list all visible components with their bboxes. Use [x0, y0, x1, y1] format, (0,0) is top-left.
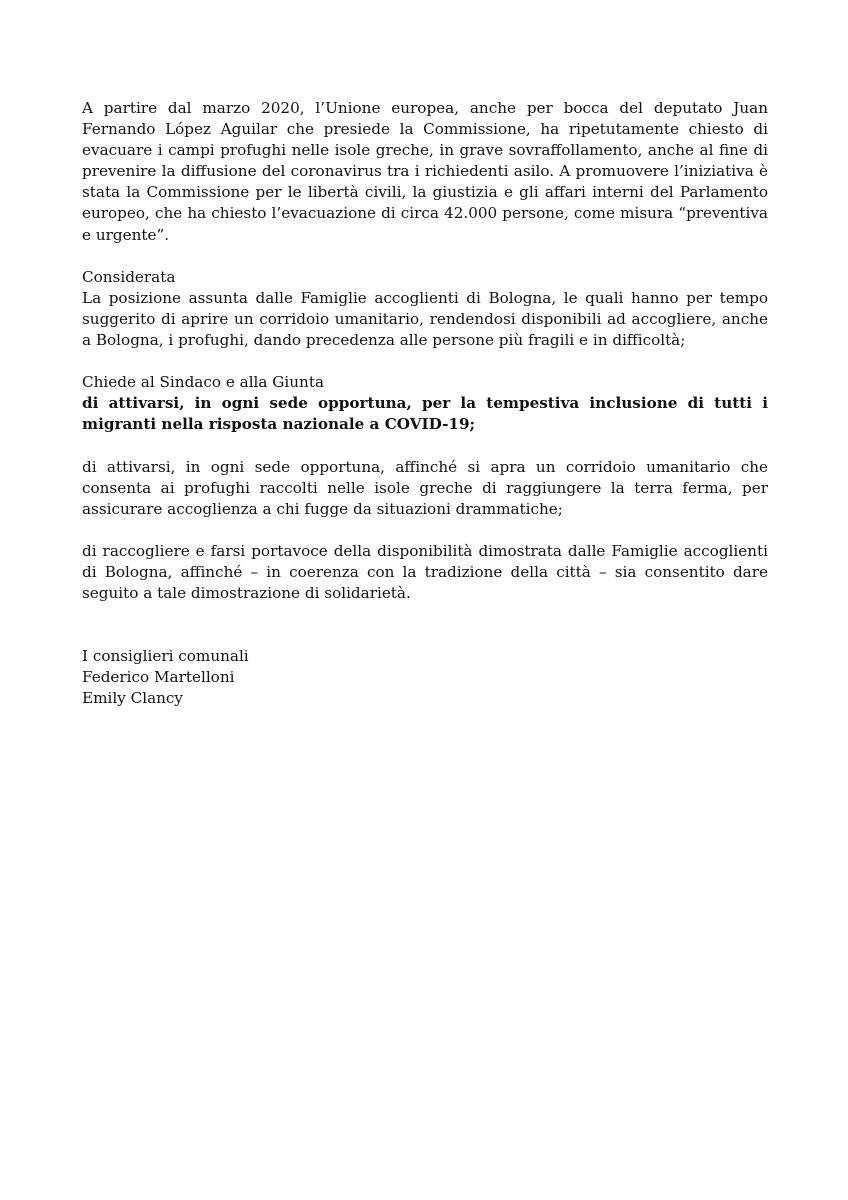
signature-name-2: Emily Clancy [82, 689, 184, 708]
request-corridoio: di attivarsi, in ogni sede opportuna, affinché si apra un corridoio umanitario che consenta ai profughi raccolti nelle isole greche di raggiungere la terra ferma, per assicurare accoglienza a chi fugge da situazioni drammatiche; [82, 457, 768, 518]
signatures [82, 646, 768, 709]
request-solidarieta: di raccogliere e farsi portavoce della disponibilità dimostrata dalle Famiglie accoglienti di Bologna, affinché – in coerenza con la tradizione della città – sia consentito dare seguito a tale dimostrazione di solidarietà. [82, 541, 768, 603]
chiede-section [82, 372, 768, 435]
signature-name-1: Federico Martelloni [82, 668, 235, 687]
document-page [82, 98, 768, 710]
considerata-section [82, 267, 768, 351]
intro-paragraph: A partire dal marzo 2020, l’Unione europea, anche per bocca del deputato Juan Fernando López Aguilar che presiede la Commissione, ha ripetutamente chiesto di evacuare i campi profughi nelle isole greche, in grave sovraffollamento, anche al fine di prevenire la diffusione del coronavirus tra i richiedenti asilo. A promuovere l’iniziativa è stata la Commissione per le libertà civili, la giustizia e gli affari interni del Parlamento europeo, che ha chiesto l’evacuazione di circa 42.000 persone, come misura “preventiva e urgente”. [82, 99, 768, 244]
considerata-text: La posizione assunta dalle Famiglie accoglienti di Bologna, le quali hanno per tempo suggerito di aprire un corridoio umanitario, rendendosi disponibili ad accogliere, anche a Bologna, i profughi, dando precedenza alle persone più fragili e in difficoltà; [82, 288, 768, 350]
chiede-heading: Chiede al Sindaco e alla Giunta [82, 373, 324, 392]
considerata-heading: Considerata [82, 267, 176, 286]
signature-role: I consiglieri comunali [82, 647, 249, 666]
request-bold: di attivarsi, in ogni sede opportuna, per la tempestiva inclusione di tutti i migranti nella risposta nazionale a COVID-19; [82, 394, 768, 434]
